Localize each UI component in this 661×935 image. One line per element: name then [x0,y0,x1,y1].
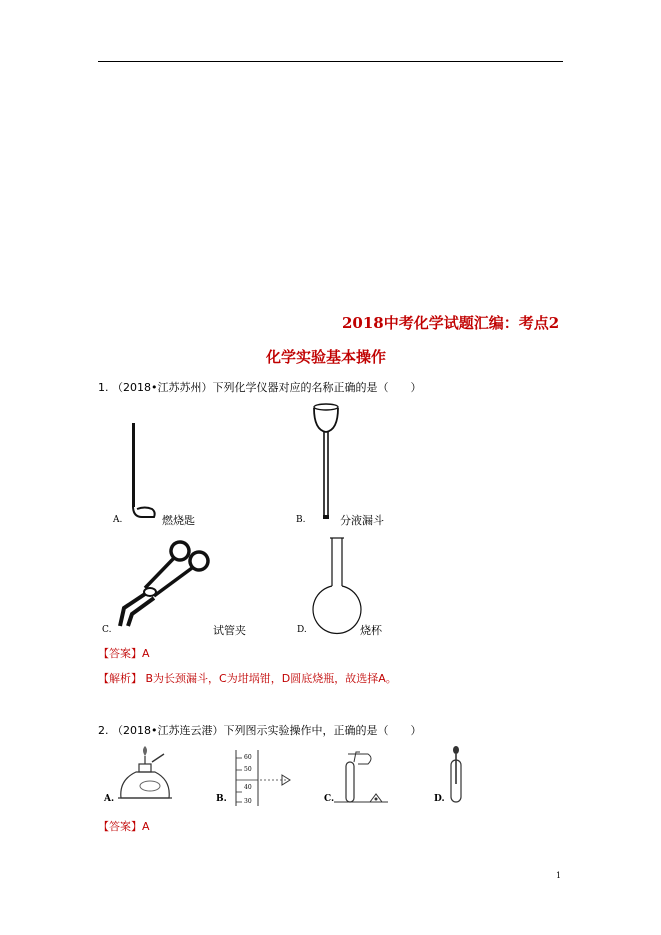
q2-option-c-letter: C. [324,794,335,804]
alcohol-lamp-icon [118,750,173,806]
page-subtitle: 化学实验基本操作 [266,348,387,366]
round-bottom-flask-icon [313,536,365,634]
q1-analysis: 【解析】 B为长颈漏斗，C为坩埚钳，D圆底烧瓶，故选择A。 [98,672,397,685]
dropper-in-tube-icon [446,746,466,804]
q2-option-a-letter: A. [104,794,115,804]
q1-option-b-letter: B. [296,515,306,525]
q2-b-mark-40: 40 [244,784,252,791]
q1-option-b-name: 分液漏斗 [340,514,384,527]
graduated-cylinder-icon [232,750,292,806]
question-2-stem: 2. （2018•江苏连云港）下列图示实验操作中，正确的是（ ） [98,724,422,737]
q2-b-mark-50: 50 [244,766,252,773]
q2-option-b-letter: B. [216,794,227,804]
q1-option-c-letter: C. [102,625,112,635]
header-rule [98,61,563,62]
q1-option-c-name: 试管夹 [213,624,246,637]
q1-option-d-name: 烧杯 [360,624,382,637]
crucible-tongs-icon [118,536,213,628]
q1-option-a-letter: A. [113,515,123,525]
combustion-spoon-icon [128,420,158,520]
q2-b-mark-60: 60 [244,754,252,761]
q2-b-mark-30: 30 [244,798,252,805]
page-title: 2018中考化学试题汇编：考点2 [342,314,560,332]
q1-answer: 【答案】A [98,647,150,660]
q2-option-d-letter: D. [434,794,445,804]
question-1-stem: 1. （2018•江苏苏州）下列化学仪器对应的名称正确的是（ ） [98,381,422,394]
q1-option-d-letter: D. [297,625,307,635]
separatory-funnel-icon [313,402,343,522]
q2-answer: 【答案】A [98,820,150,833]
page-number: 1 [556,871,562,880]
q1-option-a-name: 燃烧匙 [162,514,195,527]
test-tube-stopper-icon [334,752,390,804]
